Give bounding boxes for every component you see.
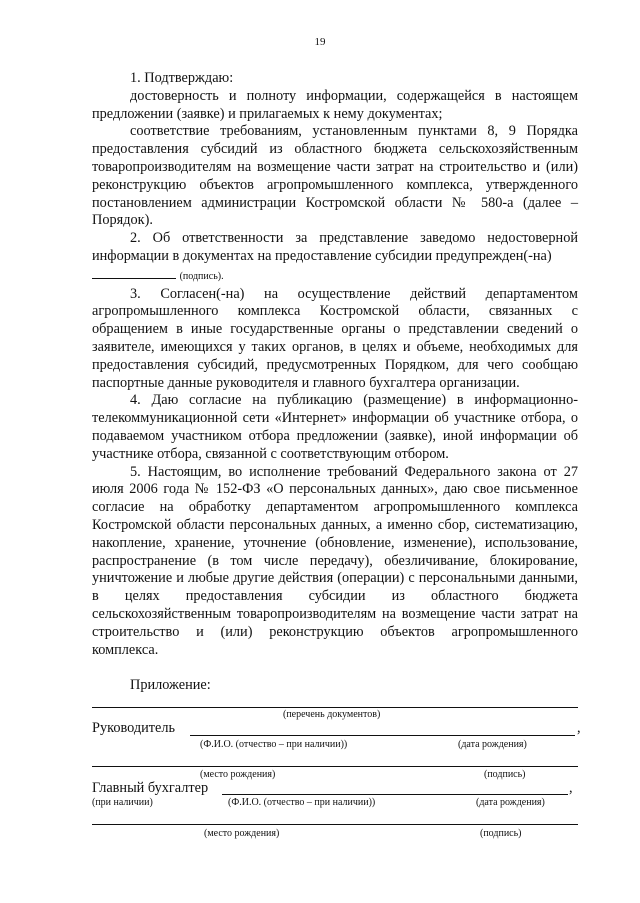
accountant-label: Главный бухгалтер <box>92 780 209 796</box>
manager-line-2 <box>92 766 578 767</box>
manager-signature-caption: (подпись) <box>484 769 526 780</box>
if-any-caption: (при наличии) <box>92 797 153 808</box>
signature-row <box>92 267 578 286</box>
accountant-birthplace-caption: (место рождения) <box>204 828 280 839</box>
manager-fio-caption: (Ф.И.О. (отчество – при наличии)) <box>200 739 348 750</box>
signature-blank <box>92 267 176 279</box>
paragraph-5: 5. Настоящим, во исполнение требований Федерального закона от 27 июля 2006 года № 152-ФЗ «О персональных данных», даю свое письменное согласие на обработку департаментом агропромышленного комплекса Костромской области персональных данных, а именно сбор, систематизацию, накопление, хранение, уточнение (обновление, изменение), использование, распространение (в том числе передачу), обезличивание, блокирование, уничтожение и любые другие действия (операции) с персональными данными, в целях предоставления субсидии из областного бюджета сельскохозяйственным товаропроизводителям на возмещение части затрат на строительство и (или) реконструкцию объектов агропромышленного комплекса. <box>92 463 578 658</box>
manager-birthdate-caption: (дата рождения) <box>458 739 527 750</box>
docs-line <box>92 707 578 708</box>
docs-caption: (перечень документов) <box>283 709 381 720</box>
accountant-line-2 <box>92 824 578 825</box>
appendix-label: Приложение: <box>130 677 211 693</box>
paragraph-1b: соответствие требованиям, установленным пунктами 8, 9 Порядка предоставления субсидий из областного бюджета сельскохозяйственным товаропроизводителям на возмещение части затрат на строительство и (или) реконструкцию объектов агропромышленного комплекса, утвержденного постановлением администрации Костромской области № 580-а (далее – Порядок). <box>92 123 578 229</box>
manager-birthplace-caption: (место рождения) <box>200 769 276 780</box>
page-number: 19 <box>314 36 326 48</box>
accountant-fio-caption: (Ф.И.О. (отчество – при наличии)) <box>228 797 376 808</box>
signature-hint: (подпись). <box>179 270 224 282</box>
paragraph-1: 1. Подтверждаю: <box>130 70 234 86</box>
accountant-comma: , <box>569 780 573 796</box>
accountant-signature-caption: (подпись) <box>480 828 522 839</box>
manager-label: Руководитель <box>92 720 176 736</box>
accountant-birthdate-caption: (дата рождения) <box>476 797 545 808</box>
manager-line <box>190 735 575 736</box>
paragraph-2: 2. Об ответственности за представление заведомо недостоверной информации в документах на предоставление субсидии предупрежден(-на) <box>92 230 578 264</box>
document-body <box>92 70 578 659</box>
paragraph-3: 3. Согласен(-на) на осуществление действий департаментом агропромышленного комплекса Костромской области, связанных с обращением в иные государственные органы о представлении сведений о заявителе, имеющихся у таких органов, в целях и объеме, необходимых для предоставления субсидий, предусмотренных Порядком, для чего сообщаю паспортные данные руководителя и главного бухгалтера организации. <box>92 285 578 391</box>
paragraph-1a: достоверность и полноту информации, содержащейся в настоящем предложении (заявке) и прилагаемых к нему документах; <box>92 87 578 122</box>
paragraph-4: 4. Даю согласие на публикацию (размещение) в информационно-телекоммуникационной сети «Интернет» информации об участнике отбора, о подаваемом участником отбора предложении (заявке), иной информации об участнике отбора, связанной с соответствующим отбором. <box>92 392 578 462</box>
manager-comma: , <box>577 720 581 736</box>
accountant-line <box>222 794 568 795</box>
